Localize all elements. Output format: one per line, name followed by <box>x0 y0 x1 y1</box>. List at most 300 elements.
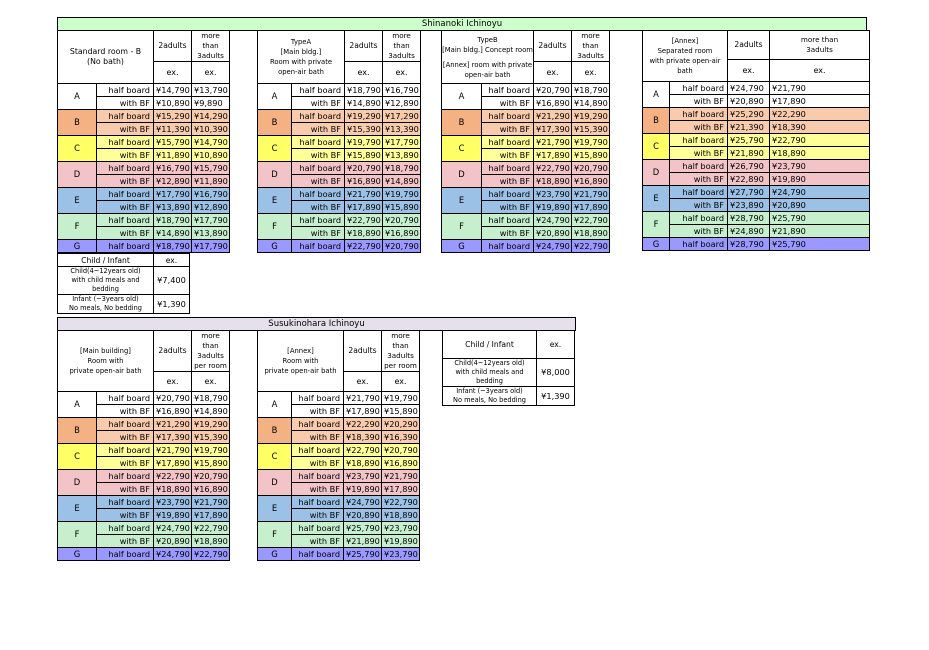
price-more-adults: ¥15,890 <box>382 405 420 418</box>
grade-g: G <box>643 238 670 251</box>
grade-c: C <box>58 444 97 470</box>
plan-half-board: half board <box>292 522 344 535</box>
grade-a: A <box>643 82 670 108</box>
infant-price: ¥1,390 <box>154 295 190 314</box>
grade-e: E <box>643 186 670 212</box>
price-more-adults: ¥14,290 <box>192 110 230 123</box>
price-2adults: ¥23,890 <box>728 199 770 212</box>
price-more-adults: ¥25,790 <box>770 238 870 251</box>
grade-b: B <box>258 418 292 444</box>
price-2adults: ¥17,790 <box>154 188 192 201</box>
price-more-adults: ¥19,790 <box>572 136 610 149</box>
plan-half-board: half board <box>292 162 345 175</box>
price-more-adults: ¥17,290 <box>383 110 421 123</box>
price-more-adults: ¥17,890 <box>192 509 230 522</box>
price-2adults: ¥19,790 <box>345 136 383 149</box>
price-2adults: ¥16,790 <box>154 162 192 175</box>
price-more-adults: ¥15,890 <box>192 457 230 470</box>
ex-label: ex. <box>192 372 230 392</box>
ex-label: ex. <box>382 372 420 392</box>
plan-with-bf: with BF <box>292 405 344 418</box>
room-type-line: Room with private <box>269 58 333 66</box>
grade-g: G <box>258 548 292 561</box>
room-type-header <box>258 331 344 392</box>
price-2adults: ¥17,890 <box>345 201 383 214</box>
ex-label: ex. <box>572 62 610 84</box>
price-2adults: ¥18,790 <box>154 214 192 227</box>
price-2adults: ¥17,890 <box>154 457 192 470</box>
infant-label-line: No meals, No bedding <box>453 396 526 404</box>
price-more-adults: ¥10,390 <box>192 123 230 136</box>
price-2adults: ¥18,790 <box>345 84 383 97</box>
room-type-header <box>258 31 345 84</box>
price-more-adults: ¥16,790 <box>192 188 230 201</box>
price-2adults: ¥17,390 <box>154 431 192 444</box>
price-more-adults: ¥17,890 <box>572 201 610 214</box>
grade-b: B <box>58 418 97 444</box>
plan-with-bf: with BF <box>292 227 345 240</box>
price-more-adults: ¥18,890 <box>572 227 610 240</box>
plan-with-bf: with BF <box>670 121 728 134</box>
plan-half-board: half board <box>97 444 154 457</box>
grade-b: B <box>442 110 482 136</box>
price-more-adults: ¥22,790 <box>572 240 610 253</box>
price-2adults: ¥18,890 <box>345 227 383 240</box>
col-2adults-header: 2adults <box>728 31 770 60</box>
child-price: ¥8,000 <box>537 359 575 387</box>
room-type-line: open-air bath <box>278 68 324 76</box>
price-more-adults: ¥23,790 <box>382 522 420 535</box>
room-type-line: Room with <box>282 357 319 365</box>
room-type-line: with private open-air <box>649 57 721 65</box>
grade-g: G <box>258 240 292 253</box>
grade-f: F <box>58 522 97 548</box>
ex-label: ex. <box>345 62 383 84</box>
price-2adults: ¥23,790 <box>534 188 572 201</box>
price-2adults: ¥15,890 <box>345 149 383 162</box>
price-2adults: ¥18,390 <box>344 431 382 444</box>
ex-label: ex. <box>154 62 192 84</box>
price-2adults: ¥21,790 <box>345 188 383 201</box>
plan-half-board: half board <box>482 162 534 175</box>
price-more-adults: ¥14,890 <box>572 97 610 110</box>
price-more-adults: ¥23,790 <box>382 548 420 561</box>
price-2adults: ¥28,790 <box>728 212 770 225</box>
plan-with-bf: with BF <box>482 123 534 136</box>
price-more-adults: ¥19,890 <box>770 173 870 186</box>
grade-e: E <box>58 188 97 214</box>
plan-half-board: half board <box>97 162 154 175</box>
price-more-adults: ¥9,890 <box>192 97 230 110</box>
price-2adults: ¥19,290 <box>345 110 383 123</box>
grade-a: A <box>258 392 292 418</box>
price-2adults: ¥26,790 <box>728 160 770 173</box>
price-more-adults: ¥17,790 <box>383 136 421 149</box>
price-more-adults: ¥13,890 <box>192 227 230 240</box>
price-more-adults: ¥21,890 <box>770 225 870 238</box>
price-2adults: ¥21,890 <box>344 535 382 548</box>
plan-half-board: half board <box>97 392 154 405</box>
price-more-adults: ¥22,290 <box>770 108 870 121</box>
price-2adults: ¥24,790 <box>728 82 770 95</box>
rate-table <box>257 30 421 253</box>
grade-d: D <box>58 162 97 188</box>
price-more-adults: ¥18,790 <box>572 84 610 97</box>
plan-half-board: half board <box>97 110 154 123</box>
price-more-adults: ¥20,790 <box>382 444 420 457</box>
ex-label: ex. <box>154 254 190 267</box>
price-more-adults: ¥19,790 <box>383 188 421 201</box>
room-type-line: bath <box>677 67 693 75</box>
plan-with-bf: with BF <box>292 201 345 214</box>
price-more-adults: ¥13,790 <box>192 84 230 97</box>
plan-with-bf: with BF <box>670 199 728 212</box>
plan-half-board: half board <box>292 240 345 253</box>
grade-c: C <box>258 444 292 470</box>
plan-half-board: half board <box>292 392 344 405</box>
price-2adults: ¥20,890 <box>728 95 770 108</box>
col-more-line: 3adults <box>388 51 415 60</box>
price-more-adults: ¥20,290 <box>382 418 420 431</box>
room-type-header <box>58 331 154 392</box>
price-2adults: ¥22,290 <box>344 418 382 431</box>
price-2adults: ¥15,390 <box>345 123 383 136</box>
plan-with-bf: with BF <box>292 175 345 188</box>
price-more-adults: ¥18,890 <box>192 535 230 548</box>
price-2adults: ¥24,790 <box>534 240 572 253</box>
child-infant-header: Child / Infant <box>443 331 537 359</box>
col-more-header <box>192 331 230 372</box>
grade-f: F <box>442 214 482 240</box>
plan-with-bf: with BF <box>482 149 534 162</box>
grade-a: A <box>58 392 97 418</box>
price-2adults: ¥10,890 <box>154 97 192 110</box>
room-type-line: [Main building] <box>80 347 131 355</box>
plan-with-bf: with BF <box>482 175 534 188</box>
child-infant-header: Child / Infant <box>58 254 154 267</box>
plan-half-board: half board <box>482 84 534 97</box>
price-more-adults: ¥21,790 <box>192 496 230 509</box>
price-2adults: ¥22,790 <box>345 214 383 227</box>
ex-label: ex. <box>728 60 770 82</box>
plan-with-bf: with BF <box>97 201 154 214</box>
rate-table <box>257 330 420 561</box>
child-label-line: with child meals and bedding <box>455 368 524 385</box>
room-type-line: open-air bath <box>464 70 511 79</box>
plan-with-bf: with BF <box>97 535 154 548</box>
col-2adults-header: 2adults <box>344 331 382 372</box>
col-2adults-header: 2adults <box>534 31 572 62</box>
price-2adults: ¥24,890 <box>728 225 770 238</box>
room-type-line: [Annex] <box>671 37 699 45</box>
plan-with-bf: with BF <box>97 149 154 162</box>
price-more-adults: ¥20,790 <box>572 162 610 175</box>
room-type-line: private open-air bath <box>264 367 337 375</box>
price-2adults: ¥18,890 <box>534 175 572 188</box>
price-more-adults: ¥23,790 <box>770 160 870 173</box>
plan-with-bf: with BF <box>670 225 728 238</box>
price-2adults: ¥16,890 <box>154 405 192 418</box>
price-more-adults: ¥21,790 <box>382 470 420 483</box>
ex-label: ex. <box>192 62 230 84</box>
infant-label <box>443 387 537 406</box>
col-more-header <box>382 331 420 372</box>
plan-half-board: half board <box>292 136 345 149</box>
child-infant-table <box>442 330 575 406</box>
price-more-adults: ¥17,790 <box>192 214 230 227</box>
price-more-adults: ¥20,790 <box>383 214 421 227</box>
plan-half-board: half board <box>670 160 728 173</box>
grade-d: D <box>258 470 292 496</box>
price-2adults: ¥19,890 <box>154 509 192 522</box>
price-more-adults: ¥25,790 <box>770 212 870 225</box>
price-2adults: ¥20,890 <box>154 535 192 548</box>
plan-half-board: half board <box>670 212 728 225</box>
plan-half-board: half board <box>292 214 345 227</box>
plan-with-bf: with BF <box>670 173 728 186</box>
room-type-line: [Annex] room with private <box>442 60 533 69</box>
rate-table <box>57 330 230 561</box>
price-more-adults: ¥18,790 <box>192 392 230 405</box>
col-more-line: more than <box>800 35 839 44</box>
price-more-adults: ¥22,790 <box>192 522 230 535</box>
plan-with-bf: with BF <box>292 97 345 110</box>
plan-half-board: half board <box>97 548 154 561</box>
plan-with-bf: with BF <box>292 483 344 496</box>
price-2adults: ¥25,790 <box>344 522 382 535</box>
price-more-adults: ¥15,390 <box>572 123 610 136</box>
grade-d: D <box>258 162 292 188</box>
plan-with-bf: with BF <box>97 483 154 496</box>
col-more-line: 3adults <box>197 351 224 360</box>
col-2adults-header: 2adults <box>154 31 192 62</box>
grade-f: F <box>58 214 97 240</box>
col-more-line: more than <box>201 31 220 50</box>
price-2adults: ¥22,890 <box>728 173 770 186</box>
price-more-adults: ¥18,390 <box>770 121 870 134</box>
price-2adults: ¥21,290 <box>534 110 572 123</box>
plan-with-bf: with BF <box>482 97 534 110</box>
col-more-line: 3adults <box>387 351 414 360</box>
price-more-adults: ¥19,290 <box>192 418 230 431</box>
price-2adults: ¥16,890 <box>345 175 383 188</box>
grade-e: E <box>58 496 97 522</box>
price-2adults: ¥18,790 <box>154 240 192 253</box>
room-type-line: [Annex] <box>287 347 314 355</box>
plan-half-board: half board <box>670 82 728 95</box>
price-more-adults: ¥16,890 <box>192 483 230 496</box>
plan-half-board: half board <box>97 188 154 201</box>
plan-with-bf: with BF <box>670 147 728 160</box>
price-2adults: ¥11,390 <box>154 123 192 136</box>
plan-half-board: half board <box>292 188 345 201</box>
ex-label: ex. <box>537 331 575 359</box>
price-2adults: ¥13,890 <box>154 201 192 214</box>
price-2adults: ¥14,790 <box>154 84 192 97</box>
grade-a: A <box>58 84 97 110</box>
price-2adults: ¥15,790 <box>154 136 192 149</box>
price-more-adults: ¥19,890 <box>382 535 420 548</box>
plan-half-board: half board <box>97 136 154 149</box>
price-more-adults: ¥22,790 <box>572 214 610 227</box>
col-more-line: more than <box>392 31 411 50</box>
col-more-header <box>770 31 870 60</box>
plan-with-bf: with BF <box>292 535 344 548</box>
child-label-line: Child(4~12years old) <box>454 359 525 367</box>
price-more-adults: ¥11,890 <box>192 175 230 188</box>
infant-label <box>58 295 154 314</box>
price-2adults: ¥24,790 <box>154 548 192 561</box>
price-2adults: ¥25,290 <box>728 108 770 121</box>
grade-a: A <box>258 84 292 110</box>
grade-e: E <box>442 188 482 214</box>
price-2adults: ¥18,890 <box>344 457 382 470</box>
price-more-adults: ¥18,890 <box>382 509 420 522</box>
plan-with-bf: with BF <box>482 201 534 214</box>
price-2adults: ¥17,890 <box>534 149 572 162</box>
plan-half-board: half board <box>670 108 728 121</box>
plan-half-board: half board <box>97 470 154 483</box>
infant-label-line: Infant (~3years old) <box>456 387 523 395</box>
price-more-adults: ¥20,790 <box>383 240 421 253</box>
room-type-line: (No bath) <box>87 57 124 66</box>
grade-c: C <box>643 134 670 160</box>
price-2adults: ¥23,790 <box>154 496 192 509</box>
child-label-line: with child meals and bedding <box>71 276 140 293</box>
child-label <box>58 267 154 295</box>
price-more-adults: ¥17,890 <box>770 95 870 108</box>
plan-with-bf: with BF <box>292 431 344 444</box>
price-more-adults: ¥15,890 <box>383 201 421 214</box>
plan-half-board: half board <box>292 548 344 561</box>
room-type-line: [Main bldg.] <box>280 48 322 56</box>
plan-with-bf: with BF <box>97 175 154 188</box>
plan-with-bf: with BF <box>97 97 154 110</box>
plan-half-board: half board <box>97 214 154 227</box>
plan-half-board: half board <box>670 238 728 251</box>
infant-price: ¥1,390 <box>537 387 575 406</box>
price-more-adults: ¥12,890 <box>383 97 421 110</box>
price-2adults: ¥25,790 <box>728 134 770 147</box>
plan-half-board: half board <box>670 134 728 147</box>
price-more-adults: ¥17,790 <box>192 240 230 253</box>
price-2adults: ¥12,890 <box>154 175 192 188</box>
room-type-line: TypeA <box>290 38 312 46</box>
col-more-line: 3adults <box>806 45 833 54</box>
plan-with-bf: with BF <box>97 227 154 240</box>
ex-label: ex. <box>154 372 192 392</box>
grade-g: G <box>58 240 97 253</box>
col-more-header <box>192 31 230 62</box>
price-2adults: ¥14,890 <box>154 227 192 240</box>
price-more-adults: ¥22,790 <box>770 134 870 147</box>
price-more-adults: ¥18,790 <box>383 162 421 175</box>
price-more-adults: ¥19,790 <box>382 392 420 405</box>
price-2adults: ¥17,390 <box>534 123 572 136</box>
price-2adults: ¥15,290 <box>154 110 192 123</box>
child-label <box>443 359 537 387</box>
price-2adults: ¥21,390 <box>728 121 770 134</box>
price-more-adults: ¥15,390 <box>192 431 230 444</box>
plan-half-board: half board <box>97 522 154 535</box>
price-2adults: ¥20,790 <box>534 84 572 97</box>
plan-half-board: half board <box>292 444 344 457</box>
price-more-adults: ¥17,890 <box>382 483 420 496</box>
grade-d: D <box>643 160 670 186</box>
plan-half-board: half board <box>482 110 534 123</box>
price-2adults: ¥21,290 <box>154 418 192 431</box>
grade-e: E <box>258 496 292 522</box>
price-2adults: ¥16,890 <box>534 97 572 110</box>
ex-label: ex. <box>383 62 421 84</box>
grade-e: E <box>258 188 292 214</box>
shinanoki-title: Shinanoki Ichinoyu <box>57 17 867 31</box>
price-2adults: ¥20,790 <box>345 162 383 175</box>
grade-c: C <box>258 136 292 162</box>
rate-table <box>57 30 230 253</box>
price-2adults: ¥18,890 <box>154 483 192 496</box>
grade-b: B <box>643 108 670 134</box>
price-more-adults: ¥16,890 <box>382 457 420 470</box>
plan-half-board: half board <box>482 214 534 227</box>
plan-half-board: half board <box>482 188 534 201</box>
price-more-adults: ¥13,390 <box>383 123 421 136</box>
col-more-line: more than <box>391 331 410 350</box>
price-more-adults: ¥10,890 <box>192 149 230 162</box>
plan-with-bf: with BF <box>97 405 154 418</box>
price-2adults: ¥19,890 <box>344 483 382 496</box>
rate-table <box>441 30 610 253</box>
col-more-header <box>383 31 421 62</box>
price-2adults: ¥21,790 <box>154 444 192 457</box>
price-2adults: ¥25,790 <box>344 548 382 561</box>
price-2adults: ¥22,790 <box>154 470 192 483</box>
ex-label: ex. <box>770 60 870 82</box>
col-more-header <box>572 31 610 62</box>
child-infant-table <box>57 253 190 314</box>
price-2adults: ¥22,790 <box>344 444 382 457</box>
price-2adults: ¥21,890 <box>728 147 770 160</box>
price-2adults: ¥22,790 <box>345 240 383 253</box>
price-2adults: ¥24,790 <box>154 522 192 535</box>
price-more-adults: ¥15,790 <box>192 162 230 175</box>
price-2adults: ¥19,890 <box>534 201 572 214</box>
child-price: ¥7,400 <box>154 267 190 295</box>
price-more-adults: ¥16,890 <box>383 227 421 240</box>
plan-half-board: half board <box>97 418 154 431</box>
grade-g: G <box>58 548 97 561</box>
rate-table <box>642 30 870 251</box>
plan-half-board: half board <box>292 496 344 509</box>
price-2adults: ¥27,790 <box>728 186 770 199</box>
room-type-header <box>58 31 154 84</box>
grade-c: C <box>442 136 482 162</box>
room-type-line: Separated room <box>657 47 713 55</box>
price-more-adults: ¥21,790 <box>770 82 870 95</box>
plan-half-board: half board <box>292 110 345 123</box>
plan-half-board: half board <box>292 470 344 483</box>
price-more-adults: ¥18,890 <box>770 147 870 160</box>
room-type-line: [Main bldg.] Concept room <box>442 45 533 54</box>
ex-label: ex. <box>344 372 382 392</box>
grade-d: D <box>58 470 97 496</box>
col-more-line: per room <box>194 361 227 370</box>
price-2adults: ¥20,890 <box>344 509 382 522</box>
plan-with-bf: with BF <box>292 123 345 136</box>
price-more-adults: ¥20,890 <box>770 199 870 212</box>
infant-label-line: No meals, No bedding <box>69 304 142 312</box>
price-more-adults: ¥16,890 <box>572 175 610 188</box>
